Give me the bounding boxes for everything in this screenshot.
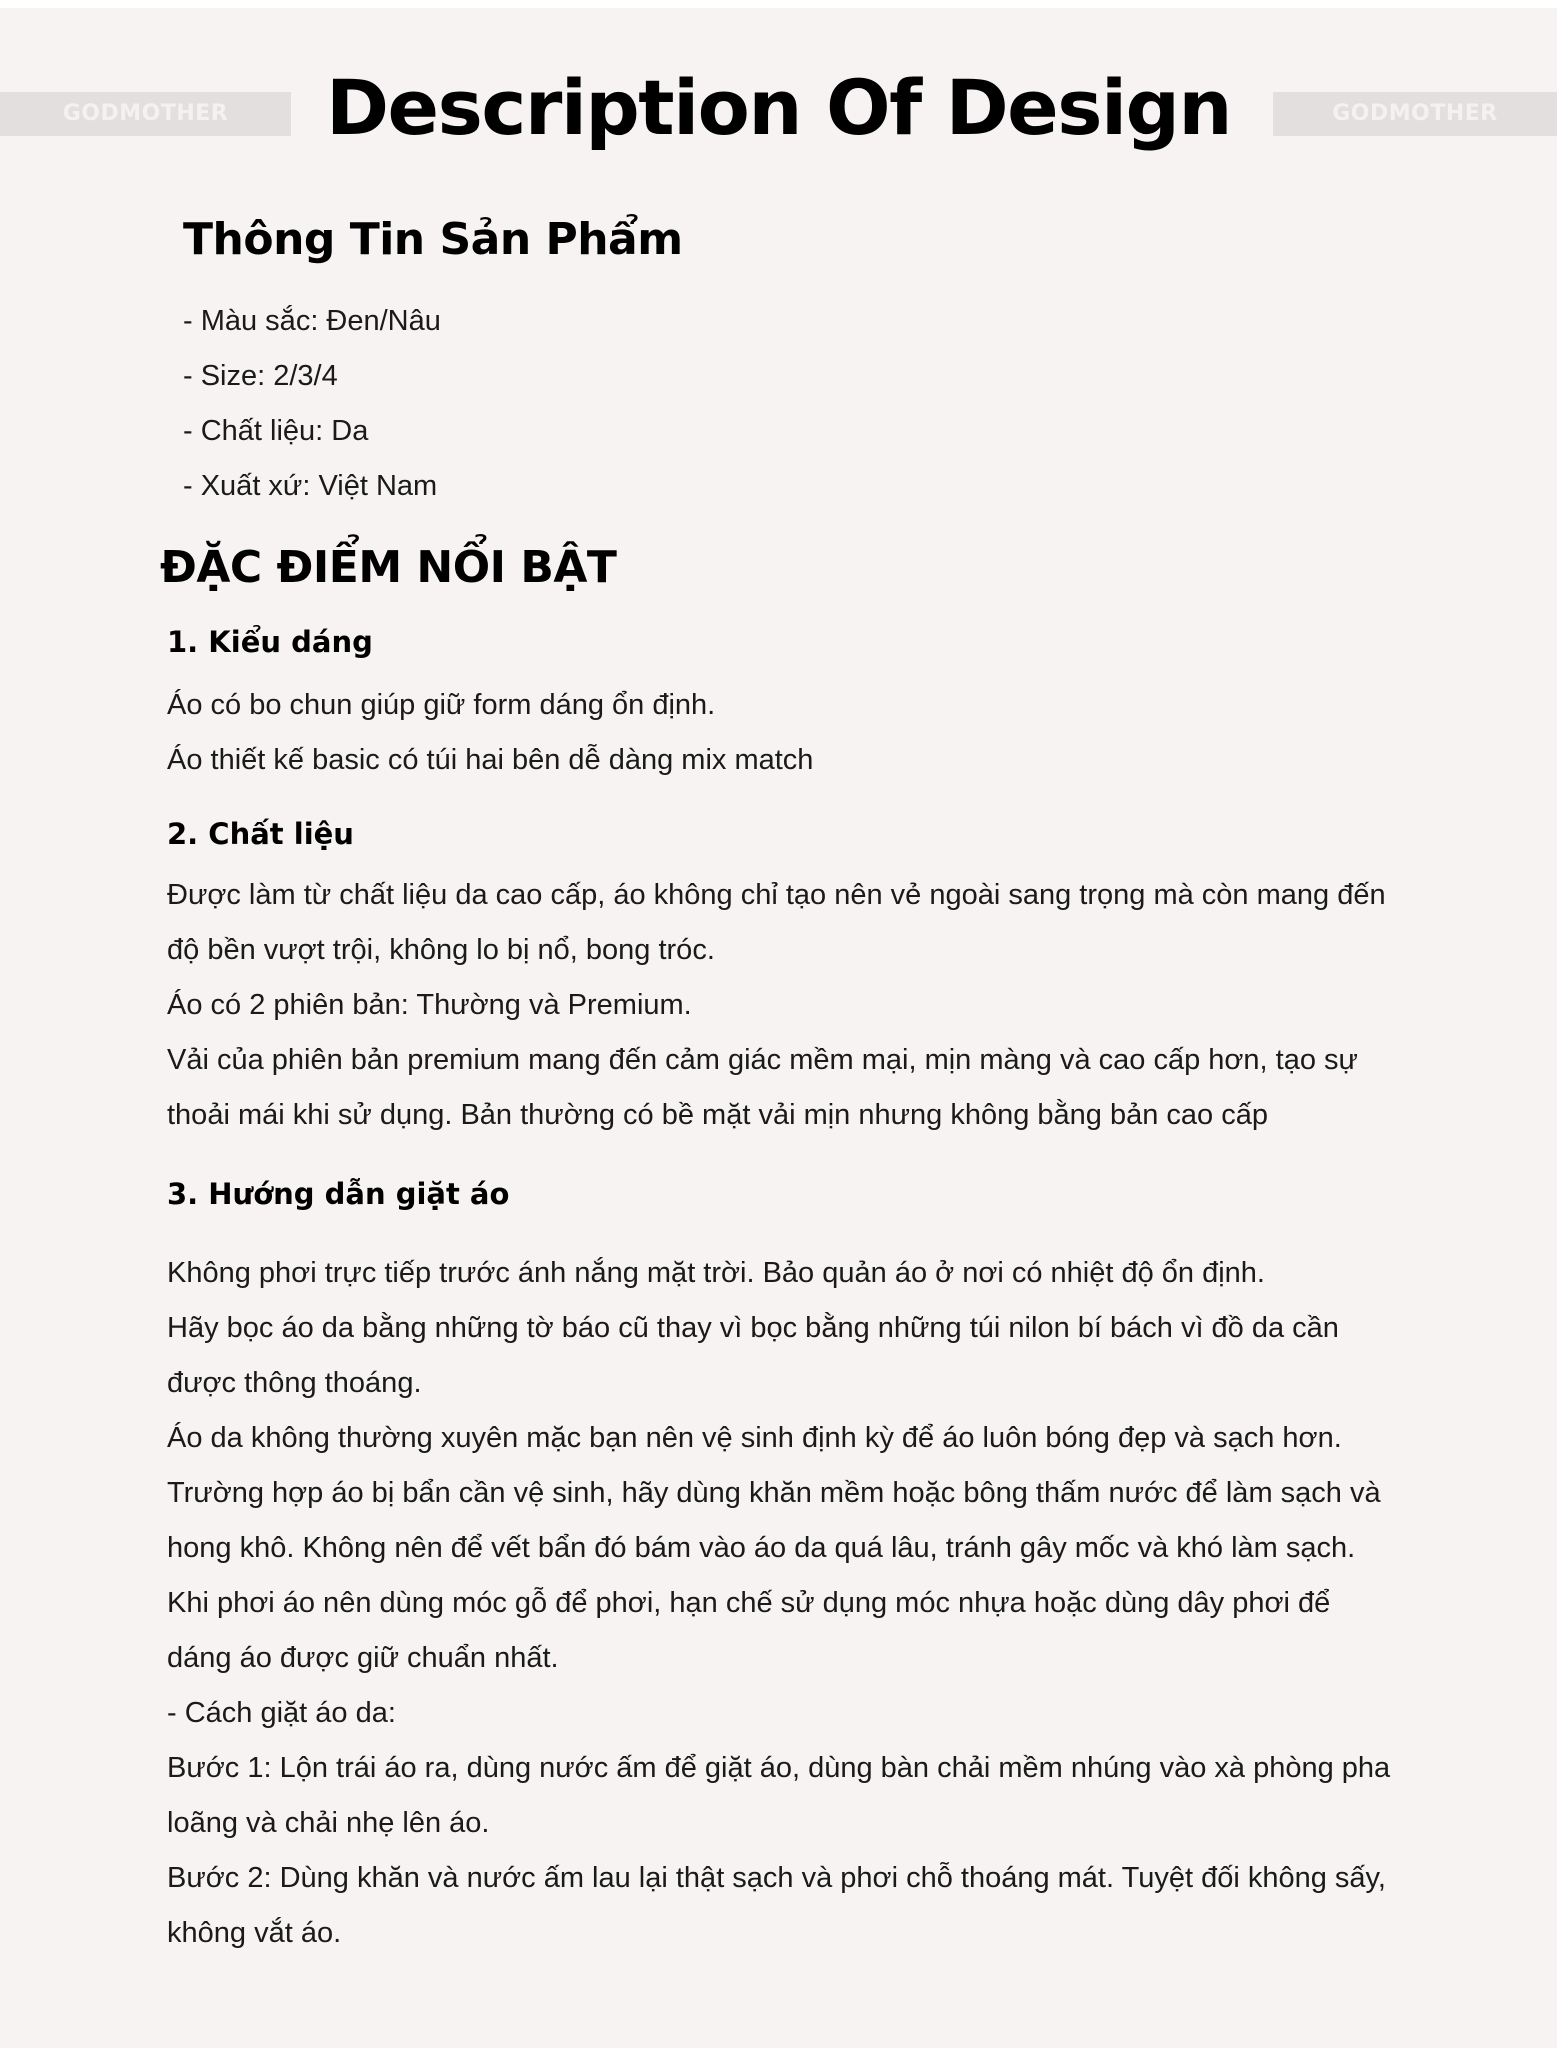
paragraph-line: độ bền vượt trội, không lo bị nổ, bong tróc.: [167, 934, 715, 966]
paragraph-line: Bước 2: Dùng khăn và nước ấm lau lại thật sạch và phơi chỗ thoáng mát. Tuyệt đối không sấy,: [167, 1862, 1386, 1894]
brand-banner-left: GODMOTHER: [0, 92, 291, 136]
paragraph-line: dáng áo được giữ chuẩn nhất.: [167, 1642, 559, 1674]
paragraph-line: Áo da không thường xuyên mặc bạn nên vệ sinh định kỳ để áo luôn bóng đẹp và sạch hơn.: [167, 1422, 1342, 1454]
feature-section-style: [167, 620, 1477, 788]
paragraph-line: Áo thiết kế basic có túi hai bên dễ dàng mix match: [167, 744, 814, 776]
spec-item-material: - Chất liệu: Da: [183, 415, 369, 447]
paragraph-line: hong khô. Không nên để vết bẩn đó bám vào áo da quá lâu, tránh gây mốc và khó làm sạch.: [167, 1532, 1356, 1564]
feature-heading-material: 2. Chất liệu: [167, 817, 354, 851]
feature-section-washing: [167, 1172, 1477, 1961]
paragraph-line: - Cách giặt áo da:: [167, 1697, 396, 1729]
feature-section-material: [167, 812, 1477, 1143]
spec-item-color: - Màu sắc: Đen/Nâu: [183, 305, 441, 337]
feature-heading-style: 1. Kiểu dáng: [167, 625, 373, 659]
product-info-list: [183, 294, 441, 514]
feature-heading-washing: 3. Hướng dẫn giặt áo: [167, 1177, 510, 1211]
paragraph-line: Vải của phiên bản premium mang đến cảm giác mềm mại, mịn màng và cao cấp hơn, tạo sự: [167, 1044, 1358, 1076]
paragraph-line: được thông thoáng.: [167, 1367, 422, 1399]
paragraph-line: Trường hợp áo bị bẩn cần vệ sinh, hãy dùng khăn mềm hoặc bông thấm nước để làm sạch và: [167, 1477, 1381, 1509]
page-title: Description Of Design: [325, 63, 1232, 152]
spec-item-origin: - Xuất xứ: Việt Nam: [183, 470, 438, 502]
paragraph-line: Áo có 2 phiên bản: Thường và Premium.: [167, 989, 692, 1021]
paragraph-line: Không phơi trực tiếp trước ánh nắng mặt trời. Bảo quản áo ở nơi có nhiệt độ ổn định.: [167, 1257, 1265, 1289]
paragraph-line: thoải mái khi sử dụng. Bản thường có bề mặt vải mịn nhưng không bằng bản cao cấp: [167, 1099, 1268, 1131]
features-title: ĐẶC ĐIỂM NỔI BẬT: [160, 542, 617, 593]
paragraph-line: Được làm từ chất liệu da cao cấp, áo không chỉ tạo nên vẻ ngoài sang trọng mà còn mang đến: [167, 879, 1386, 911]
paragraph-line: Áo có bo chun giúp giữ form dáng ổn định.: [167, 689, 716, 721]
paragraph-line: Khi phơi áo nên dùng móc gỗ để phơi, hạn chế sử dụng móc nhựa hoặc dùng dây phơi để: [167, 1587, 1331, 1619]
paragraph-line: không vắt áo.: [167, 1917, 342, 1949]
paragraph-line: Bước 1: Lộn trái áo ra, dùng nước ấm để giặt áo, dùng bàn chải mềm nhúng vào xà phòng pha: [167, 1752, 1391, 1784]
product-info-title: Thông Tin Sản Phẩm: [183, 214, 683, 265]
paragraph-line: Hãy bọc áo da bằng những tờ báo cũ thay vì bọc bằng những túi nilon bí bách vì đồ da cần: [167, 1312, 1339, 1344]
paragraph-line: loãng và chải nhẹ lên áo.: [167, 1807, 490, 1839]
brand-banner-right: GODMOTHER: [1273, 92, 1557, 136]
document-page: [0, 8, 1557, 2048]
spec-item-size: - Size: 2/3/4: [183, 360, 338, 392]
